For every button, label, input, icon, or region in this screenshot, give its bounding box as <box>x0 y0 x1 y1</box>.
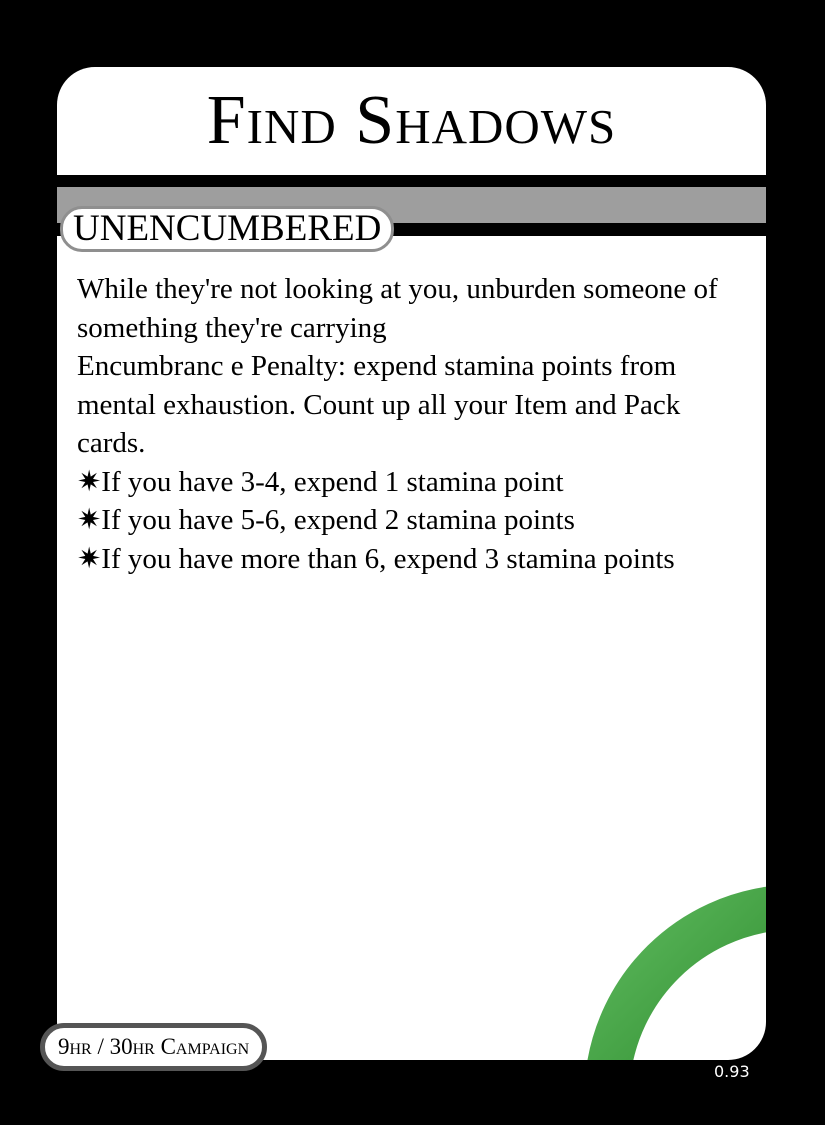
card-type-label: UNENCUMBERED <box>60 206 394 252</box>
description-line: Encumbranc e Penalty: expend stamina points from mental exhaustion. Count up all your Item and Pack cards. <box>77 350 681 459</box>
description-line: ✷If you have 3-4, expend 1 stamina point <box>77 465 564 498</box>
version-number: 0.93 <box>714 1062 750 1081</box>
description-line: ✷If you have 5-6, expend 2 stamina points <box>77 504 575 536</box>
card-title: Find Shadows <box>206 82 617 159</box>
description-line: While they're not looking at you, unburden someone of something they're carrying <box>77 273 718 344</box>
description-line: ✷If you have more than 6, expend 3 stamina points <box>77 542 675 575</box>
campaign-label: 9hr / 30hr Campaign <box>40 1023 267 1071</box>
